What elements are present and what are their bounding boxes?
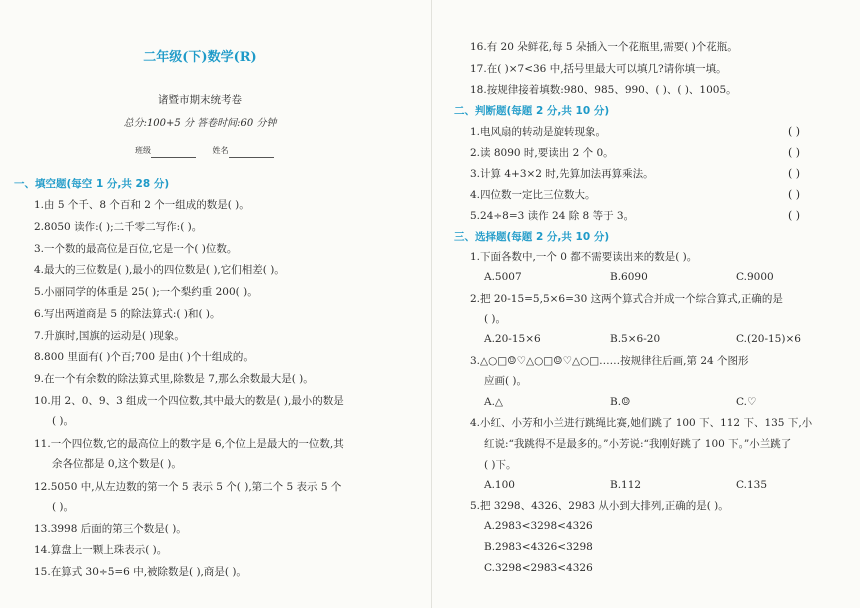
judge-question: 1.电风扇的转动是旋转现象。 [470, 126, 607, 138]
exam-subtitle: 诸暨市期末统考卷 [158, 94, 242, 106]
section-fill-blank [14, 177, 169, 191]
section-judge [454, 104, 609, 118]
choice-question: 5.把 3298、4326、2983 从小到大排列,正确的是( )。 [470, 500, 729, 512]
question-continuation: ( )。 [52, 415, 75, 427]
question: 6.写出两道商是 5 的除法算式:( )和( )。 [34, 308, 221, 320]
judge-answer-box[interactable]: ( ) [788, 188, 801, 201]
question: 15.在算式 30÷5=6 中,被除数是( ),商是( )。 [34, 566, 247, 578]
question: 8.800 里面有( )个百;700 是由( )个十组成的。 [34, 351, 254, 363]
choice-option-b[interactable]: B.112 [610, 479, 642, 491]
question: 3.一个数的最高位是百位,它是一个( )位数。 [34, 243, 238, 255]
choice-option-b[interactable]: B.5×6-20 [610, 333, 661, 345]
choice-option-c[interactable]: C.3298<2983<4326 [484, 562, 593, 574]
choice-option-a[interactable]: A.5007 [484, 271, 522, 283]
choice-question-continuation: 红说:“我跳得不是最多的。”小芳说:“我刚好跳了 100 下。”小兰跳了 [484, 438, 792, 450]
question: 12.5050 中,从左边数的第一个 5 表示 5 个( ),第二个 5 表示 5 个 [34, 481, 342, 493]
question: 9.在一个有余数的除法算式里,除数是 7,那么余数最大是( )。 [34, 373, 314, 385]
choice-option-a[interactable]: A.20-15×6 [484, 333, 541, 345]
question: 10.用 2、0、9、3 组成一个四位数,其中最大的数是( ),最小的数是 [34, 395, 344, 407]
choice-question-continuation: 应画( )。 [484, 375, 528, 387]
choice-question: 1.下面各数中,一个 0 都不需要读出来的数是( )。 [470, 251, 698, 263]
class-field[interactable] [151, 149, 196, 158]
choice-question: 4.小红、小芳和小兰进行跳绳比赛,她们跳了 100 下、112 下、135 下,小 [470, 417, 813, 429]
judge-question: 4.四位数一定比三位数大。 [470, 189, 596, 201]
question: 16.有 20 朵鲜花,每 5 朵插入一个花瓶里,需要( )个花瓶。 [470, 41, 738, 53]
question-continuation: 余各位都是 0,这个数是( )。 [52, 458, 182, 470]
section-fill-blank-heading: 一、填空题(每空 1 分,共 28 分) [14, 178, 170, 190]
judge-answer-box[interactable]: ( ) [788, 146, 801, 159]
student-fields [135, 144, 288, 158]
question: 5.小丽同学的体重是 25( );一个梨约重 200( )。 [34, 286, 258, 298]
choice-question: 3.△○□☺♡△○□☺♡△○□……按规律往后画,第 24 个图形 [470, 355, 749, 367]
exam-title: 二年级(下)数学(R) [143, 50, 257, 65]
judge-answer-box[interactable]: ( ) [788, 125, 801, 138]
name-label: 姓名 [212, 146, 229, 155]
judge-question: 5.24÷8=3 读作 24 除 8 等于 3。 [470, 210, 635, 222]
question: 13.3998 后面的第三个数是( )。 [34, 523, 187, 535]
choice-option-b[interactable]: B.☺ [610, 396, 631, 408]
name-field[interactable] [229, 149, 274, 158]
choice-question: 2.把 20-15=5,5×6=30 这两个算式合并成一个综合算式,正确的是 [470, 293, 783, 305]
choice-option-c[interactable]: C.135 [736, 479, 768, 491]
question: 14.算盘上一颗上珠表示( )。 [34, 544, 168, 556]
choice-option-a[interactable]: A.△ [484, 396, 503, 408]
question-continuation: ( )。 [52, 501, 75, 513]
judge-question: 3.计算 4+3×2 时,先算加法再算乘法。 [470, 168, 654, 180]
exam-meta: 总分:100+5 分 答卷时间:60 分钟 [123, 118, 277, 129]
question: 11.一个四位数,它的最高位上的数字是 6,个位上是最大的一位数,其 [34, 438, 344, 450]
section-judge-heading: 二、判断题(每题 2 分,共 10 分) [454, 105, 610, 117]
question: 18.按规律接着填数:980、985、990、( )、( )、1005。 [470, 84, 737, 96]
choice-option-a[interactable]: A.100 [484, 479, 515, 491]
question: 17.在( )×7<36 中,括号里最大可以填几?请你填一填。 [470, 63, 727, 75]
choice-option-c[interactable]: C.♡ [736, 396, 757, 408]
choice-option-b[interactable]: B.2983<4326<3298 [484, 541, 593, 553]
question: 7.升旗时,国旗的运动是( )现象。 [34, 330, 185, 342]
section-choice-heading: 三、选择题(每题 2 分,共 10 分) [454, 231, 610, 243]
page-fold [431, 0, 432, 608]
choice-option-c[interactable]: C.9000 [736, 271, 774, 283]
choice-question-continuation: ( )。 [484, 313, 507, 325]
class-label: 班级 [135, 146, 151, 155]
question: 1.由 5 个千、8 个百和 2 个一组成的数是( )。 [34, 199, 250, 211]
choice-option-a[interactable]: A.2983<3298<4326 [484, 520, 593, 532]
choice-question-continuation: ( )下。 [484, 459, 517, 471]
section-choice [454, 230, 609, 244]
judge-answer-box[interactable]: ( ) [788, 167, 801, 180]
choice-option-c[interactable]: C.(20-15)×6 [736, 333, 801, 345]
question: 2.8050 读作:( );二千零二写作:( )。 [34, 221, 203, 233]
judge-question: 2.读 8090 时,要读出 2 个 0。 [470, 147, 614, 159]
choice-option-b[interactable]: B.6090 [610, 271, 648, 283]
question: 4.最大的三位数是( ),最小的四位数是( ),它们相差( )。 [34, 264, 285, 276]
judge-answer-box[interactable]: ( ) [788, 209, 801, 222]
